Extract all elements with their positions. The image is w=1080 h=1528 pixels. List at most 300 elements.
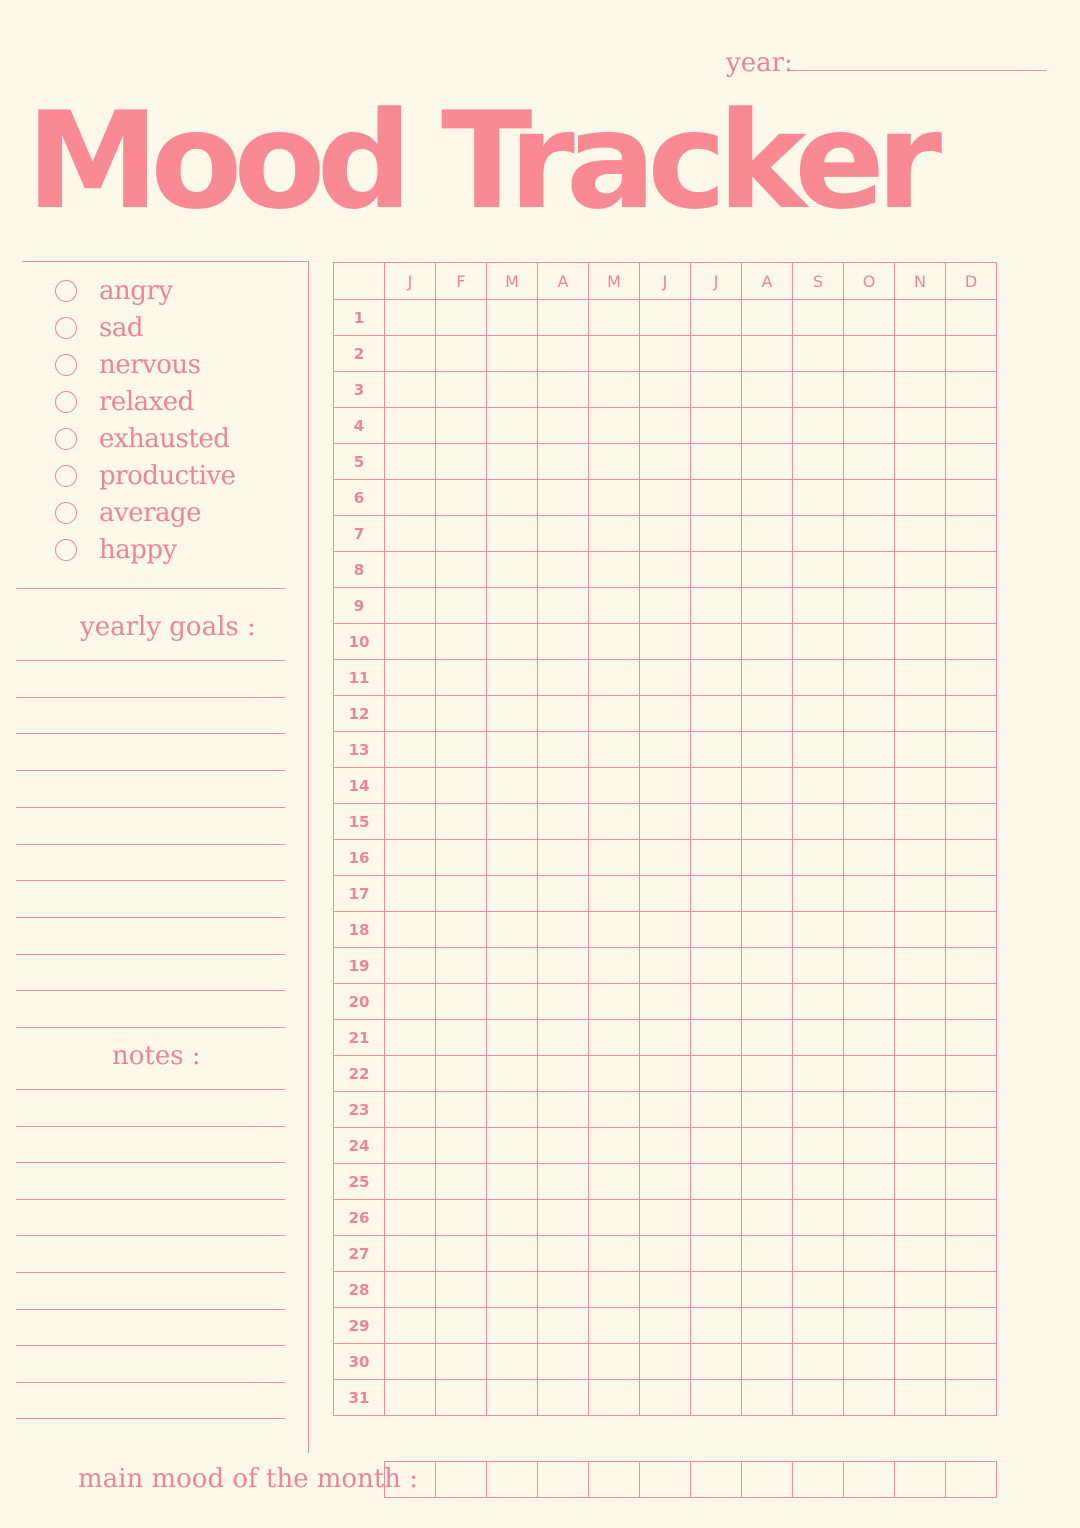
mood-cell[interactable] [640,696,691,732]
mood-cell[interactable] [844,408,895,444]
mood-cell[interactable] [844,732,895,768]
note-writing-line[interactable] [16,1162,285,1163]
mood-cell[interactable] [691,876,742,912]
mood-cell[interactable] [487,804,538,840]
mood-cell[interactable] [538,336,589,372]
mood-cell[interactable] [895,1308,946,1344]
note-writing-line[interactable] [16,1418,285,1419]
mood-cell[interactable] [895,804,946,840]
mood-cell[interactable] [793,516,844,552]
mood-cell[interactable] [946,1056,997,1092]
mood-cell[interactable] [793,552,844,588]
mood-cell[interactable] [436,912,487,948]
mood-cell[interactable] [691,984,742,1020]
mood-cell[interactable] [487,1344,538,1380]
mood-cell[interactable] [487,876,538,912]
mood-cell[interactable] [640,372,691,408]
mood-cell[interactable] [589,1380,640,1416]
mood-cell[interactable] [487,660,538,696]
mood-cell[interactable] [793,660,844,696]
mood-cell[interactable] [436,300,487,336]
main-mood-cell[interactable] [640,1462,691,1498]
mood-cell[interactable] [742,1308,793,1344]
mood-cell[interactable] [640,1092,691,1128]
mood-cell[interactable] [538,984,589,1020]
mood-cell[interactable] [895,588,946,624]
mood-cell[interactable] [895,1344,946,1380]
mood-cell[interactable] [385,660,436,696]
mood-cell[interactable] [691,516,742,552]
mood-cell[interactable] [538,696,589,732]
mood-cell[interactable] [691,588,742,624]
mood-cell[interactable] [793,1128,844,1164]
main-mood-cell[interactable] [538,1462,589,1498]
mood-cell[interactable] [589,1164,640,1200]
mood-cell[interactable] [640,984,691,1020]
mood-cell[interactable] [385,732,436,768]
mood-cell[interactable] [589,1200,640,1236]
note-writing-line[interactable] [16,1382,285,1383]
mood-cell[interactable] [895,1380,946,1416]
mood-cell[interactable] [946,1344,997,1380]
mood-cell[interactable] [640,1200,691,1236]
mood-cell[interactable] [895,840,946,876]
mood-cell[interactable] [844,696,895,732]
mood-cell[interactable] [691,1092,742,1128]
mood-cell[interactable] [793,372,844,408]
circle-checkbox[interactable] [55,317,77,339]
mood-cell[interactable] [844,1200,895,1236]
legend-item[interactable] [55,498,201,528]
year-input-line[interactable] [788,70,1046,71]
mood-cell[interactable] [385,300,436,336]
goal-writing-line[interactable] [16,697,285,698]
mood-cell[interactable] [946,516,997,552]
mood-cell[interactable] [793,300,844,336]
mood-cell[interactable] [691,804,742,840]
mood-cell[interactable] [946,588,997,624]
mood-cell[interactable] [793,1236,844,1272]
mood-cell[interactable] [385,840,436,876]
goal-writing-line[interactable] [16,990,285,991]
mood-cell[interactable] [589,588,640,624]
mood-cell[interactable] [385,336,436,372]
mood-cell[interactable] [487,1200,538,1236]
mood-cell[interactable] [946,300,997,336]
mood-cell[interactable] [946,840,997,876]
mood-cell[interactable] [691,372,742,408]
mood-cell[interactable] [946,480,997,516]
main-mood-cell[interactable] [946,1462,997,1498]
mood-cell[interactable] [640,768,691,804]
mood-cell[interactable] [538,624,589,660]
goal-writing-line[interactable] [16,770,285,771]
legend-item[interactable] [55,424,229,454]
mood-cell[interactable] [385,984,436,1020]
mood-cell[interactable] [487,480,538,516]
circle-checkbox[interactable] [55,280,77,302]
main-mood-cell[interactable] [742,1462,793,1498]
mood-cell[interactable] [793,1200,844,1236]
mood-cell[interactable] [793,804,844,840]
circle-checkbox[interactable] [55,354,77,376]
mood-cell[interactable] [487,1236,538,1272]
mood-cell[interactable] [589,840,640,876]
mood-cell[interactable] [487,1272,538,1308]
mood-cell[interactable] [742,912,793,948]
mood-cell[interactable] [793,444,844,480]
mood-cell[interactable] [844,804,895,840]
mood-cell[interactable] [742,1200,793,1236]
mood-cell[interactable] [742,1236,793,1272]
mood-cell[interactable] [589,984,640,1020]
legend-item[interactable] [55,313,143,343]
mood-cell[interactable] [640,336,691,372]
mood-cell[interactable] [589,804,640,840]
mood-cell[interactable] [946,1128,997,1164]
mood-cell[interactable] [691,732,742,768]
mood-cell[interactable] [895,696,946,732]
mood-cell[interactable] [793,1308,844,1344]
mood-cell[interactable] [589,1092,640,1128]
mood-cell[interactable] [793,1380,844,1416]
mood-cell[interactable] [691,768,742,804]
mood-cell[interactable] [589,372,640,408]
mood-cell[interactable] [640,300,691,336]
mood-cell[interactable] [385,804,436,840]
mood-cell[interactable] [436,516,487,552]
mood-cell[interactable] [844,516,895,552]
mood-cell[interactable] [844,444,895,480]
mood-cell[interactable] [844,1344,895,1380]
mood-cell[interactable] [538,516,589,552]
mood-cell[interactable] [691,480,742,516]
mood-cell[interactable] [436,1200,487,1236]
mood-cell[interactable] [436,444,487,480]
legend-item[interactable] [55,387,194,417]
mood-cell[interactable] [895,372,946,408]
mood-cell[interactable] [538,876,589,912]
mood-cell[interactable] [895,408,946,444]
mood-cell[interactable] [742,552,793,588]
mood-cell[interactable] [385,1092,436,1128]
mood-cell[interactable] [895,1272,946,1308]
mood-cell[interactable] [640,444,691,480]
mood-cell[interactable] [742,768,793,804]
goal-writing-line[interactable] [16,1027,285,1028]
mood-cell[interactable] [385,1344,436,1380]
mood-cell[interactable] [946,372,997,408]
mood-cell[interactable] [385,876,436,912]
main-mood-cell[interactable] [385,1462,436,1498]
mood-cell[interactable] [793,480,844,516]
mood-cell[interactable] [385,552,436,588]
mood-cell[interactable] [589,660,640,696]
mood-cell[interactable] [793,732,844,768]
mood-cell[interactable] [742,444,793,480]
mood-cell[interactable] [436,696,487,732]
mood-cell[interactable] [691,1164,742,1200]
circle-checkbox[interactable] [55,391,77,413]
mood-cell[interactable] [895,516,946,552]
mood-cell[interactable] [691,1344,742,1380]
mood-cell[interactable] [538,1020,589,1056]
mood-cell[interactable] [538,732,589,768]
mood-cell[interactable] [844,660,895,696]
mood-cell[interactable] [487,1380,538,1416]
mood-cell[interactable] [436,1092,487,1128]
mood-cell[interactable] [487,1308,538,1344]
mood-cell[interactable] [691,948,742,984]
mood-cell[interactable] [946,1092,997,1128]
mood-cell[interactable] [946,624,997,660]
mood-cell[interactable] [436,768,487,804]
mood-cell[interactable] [589,336,640,372]
mood-cell[interactable] [385,588,436,624]
mood-cell[interactable] [436,948,487,984]
mood-cell[interactable] [844,336,895,372]
mood-cell[interactable] [487,1056,538,1092]
mood-cell[interactable] [640,660,691,696]
mood-cell[interactable] [436,624,487,660]
note-writing-line[interactable] [16,1235,285,1236]
mood-cell[interactable] [436,1020,487,1056]
mood-cell[interactable] [895,336,946,372]
mood-cell[interactable] [436,840,487,876]
mood-cell[interactable] [844,840,895,876]
mood-cell[interactable] [538,660,589,696]
mood-cell[interactable] [487,624,538,660]
mood-cell[interactable] [640,804,691,840]
mood-cell[interactable] [946,408,997,444]
mood-cell[interactable] [742,624,793,660]
mood-cell[interactable] [640,732,691,768]
mood-cell[interactable] [742,1344,793,1380]
mood-cell[interactable] [487,1020,538,1056]
main-mood-cell[interactable] [487,1462,538,1498]
mood-cell[interactable] [844,588,895,624]
mood-cell[interactable] [844,1272,895,1308]
mood-cell[interactable] [538,804,589,840]
mood-cell[interactable] [742,876,793,912]
main-mood-cell[interactable] [436,1462,487,1498]
mood-cell[interactable] [385,1200,436,1236]
legend-item[interactable] [55,350,201,380]
goal-writing-line[interactable] [16,844,285,845]
mood-cell[interactable] [946,660,997,696]
mood-cell[interactable] [793,1092,844,1128]
mood-cell[interactable] [946,336,997,372]
mood-cell[interactable] [895,948,946,984]
goal-writing-line[interactable] [16,807,285,808]
mood-cell[interactable] [538,444,589,480]
mood-cell[interactable] [895,480,946,516]
mood-cell[interactable] [742,336,793,372]
mood-cell[interactable] [385,408,436,444]
mood-cell[interactable] [385,948,436,984]
mood-cell[interactable] [691,408,742,444]
mood-cell[interactable] [589,1344,640,1380]
mood-cell[interactable] [844,300,895,336]
mood-cell[interactable] [946,804,997,840]
mood-cell[interactable] [742,372,793,408]
mood-cell[interactable] [844,1308,895,1344]
mood-cell[interactable] [538,1128,589,1164]
mood-cell[interactable] [895,876,946,912]
mood-cell[interactable] [538,1164,589,1200]
mood-cell[interactable] [640,948,691,984]
mood-cell[interactable] [436,1272,487,1308]
mood-cell[interactable] [895,912,946,948]
mood-cell[interactable] [742,588,793,624]
mood-cell[interactable] [895,624,946,660]
mood-cell[interactable] [844,1236,895,1272]
mood-cell[interactable] [895,1236,946,1272]
circle-checkbox[interactable] [55,465,77,487]
mood-cell[interactable] [538,588,589,624]
note-writing-line[interactable] [16,1126,285,1127]
mood-cell[interactable] [538,372,589,408]
mood-cell[interactable] [436,1164,487,1200]
mood-cell[interactable] [436,336,487,372]
mood-cell[interactable] [589,732,640,768]
main-mood-cell[interactable] [793,1462,844,1498]
mood-cell[interactable] [946,1236,997,1272]
mood-cell[interactable] [538,480,589,516]
mood-cell[interactable] [640,1128,691,1164]
mood-cell[interactable] [538,948,589,984]
mood-cell[interactable] [844,1056,895,1092]
mood-cell[interactable] [793,1344,844,1380]
circle-checkbox[interactable] [55,502,77,524]
mood-cell[interactable] [487,732,538,768]
mood-cell[interactable] [589,948,640,984]
mood-cell[interactable] [946,1380,997,1416]
mood-cell[interactable] [487,948,538,984]
mood-cell[interactable] [742,1128,793,1164]
mood-cell[interactable] [436,732,487,768]
mood-cell[interactable] [487,768,538,804]
mood-cell[interactable] [793,984,844,1020]
mood-cell[interactable] [436,1128,487,1164]
mood-cell[interactable] [640,1272,691,1308]
mood-cell[interactable] [844,984,895,1020]
mood-cell[interactable] [538,840,589,876]
mood-cell[interactable] [538,1092,589,1128]
mood-cell[interactable] [538,300,589,336]
mood-cell[interactable] [793,624,844,660]
mood-cell[interactable] [640,480,691,516]
legend-item[interactable] [55,461,236,491]
mood-cell[interactable] [946,768,997,804]
mood-cell[interactable] [640,1020,691,1056]
mood-cell[interactable] [793,948,844,984]
mood-cell[interactable] [742,1272,793,1308]
mood-cell[interactable] [436,984,487,1020]
mood-cell[interactable] [691,552,742,588]
mood-cell[interactable] [946,444,997,480]
mood-cell[interactable] [385,444,436,480]
mood-cell[interactable] [844,768,895,804]
mood-cell[interactable] [640,1056,691,1092]
note-writing-line[interactable] [16,1345,285,1346]
mood-cell[interactable] [487,1164,538,1200]
mood-cell[interactable] [487,588,538,624]
mood-cell[interactable] [742,480,793,516]
mood-cell[interactable] [946,948,997,984]
mood-cell[interactable] [640,876,691,912]
mood-cell[interactable] [436,372,487,408]
mood-cell[interactable] [691,912,742,948]
legend-item[interactable] [55,535,177,565]
note-writing-line[interactable] [16,1272,285,1273]
mood-cell[interactable] [742,696,793,732]
mood-cell[interactable] [742,408,793,444]
mood-cell[interactable] [538,768,589,804]
mood-cell[interactable] [691,1236,742,1272]
mood-cell[interactable] [487,696,538,732]
mood-cell[interactable] [436,588,487,624]
legend-item[interactable] [55,276,173,306]
mood-cell[interactable] [691,696,742,732]
mood-cell[interactable] [640,516,691,552]
mood-cell[interactable] [538,1380,589,1416]
note-writing-line[interactable] [16,1309,285,1310]
mood-cell[interactable] [385,1164,436,1200]
mood-cell[interactable] [793,696,844,732]
mood-cell[interactable] [844,912,895,948]
mood-cell[interactable] [385,768,436,804]
mood-cell[interactable] [589,408,640,444]
mood-cell[interactable] [742,1380,793,1416]
mood-cell[interactable] [589,552,640,588]
mood-cell[interactable] [487,1092,538,1128]
mood-cell[interactable] [691,1020,742,1056]
circle-checkbox[interactable] [55,428,77,450]
mood-cell[interactable] [538,552,589,588]
mood-cell[interactable] [436,480,487,516]
mood-cell[interactable] [436,1236,487,1272]
mood-cell[interactable] [844,480,895,516]
mood-cell[interactable] [589,1236,640,1272]
mood-cell[interactable] [946,1308,997,1344]
mood-cell[interactable] [589,696,640,732]
mood-cell[interactable] [895,1128,946,1164]
mood-cell[interactable] [385,912,436,948]
mood-cell[interactable] [538,1236,589,1272]
note-writing-line[interactable] [16,1089,285,1090]
mood-cell[interactable] [691,1128,742,1164]
mood-cell[interactable] [385,1380,436,1416]
mood-cell[interactable] [742,732,793,768]
mood-cell[interactable] [793,1056,844,1092]
mood-cell[interactable] [691,840,742,876]
mood-cell[interactable] [436,1344,487,1380]
mood-cell[interactable] [487,372,538,408]
mood-cell[interactable] [436,408,487,444]
mood-cell[interactable] [385,624,436,660]
mood-cell[interactable] [640,408,691,444]
mood-cell[interactable] [895,1200,946,1236]
mood-cell[interactable] [691,1380,742,1416]
mood-cell[interactable] [793,840,844,876]
mood-cell[interactable] [640,1236,691,1272]
mood-cell[interactable] [436,1056,487,1092]
mood-cell[interactable] [742,948,793,984]
mood-cell[interactable] [793,1020,844,1056]
mood-cell[interactable] [640,1164,691,1200]
mood-cell[interactable] [946,696,997,732]
